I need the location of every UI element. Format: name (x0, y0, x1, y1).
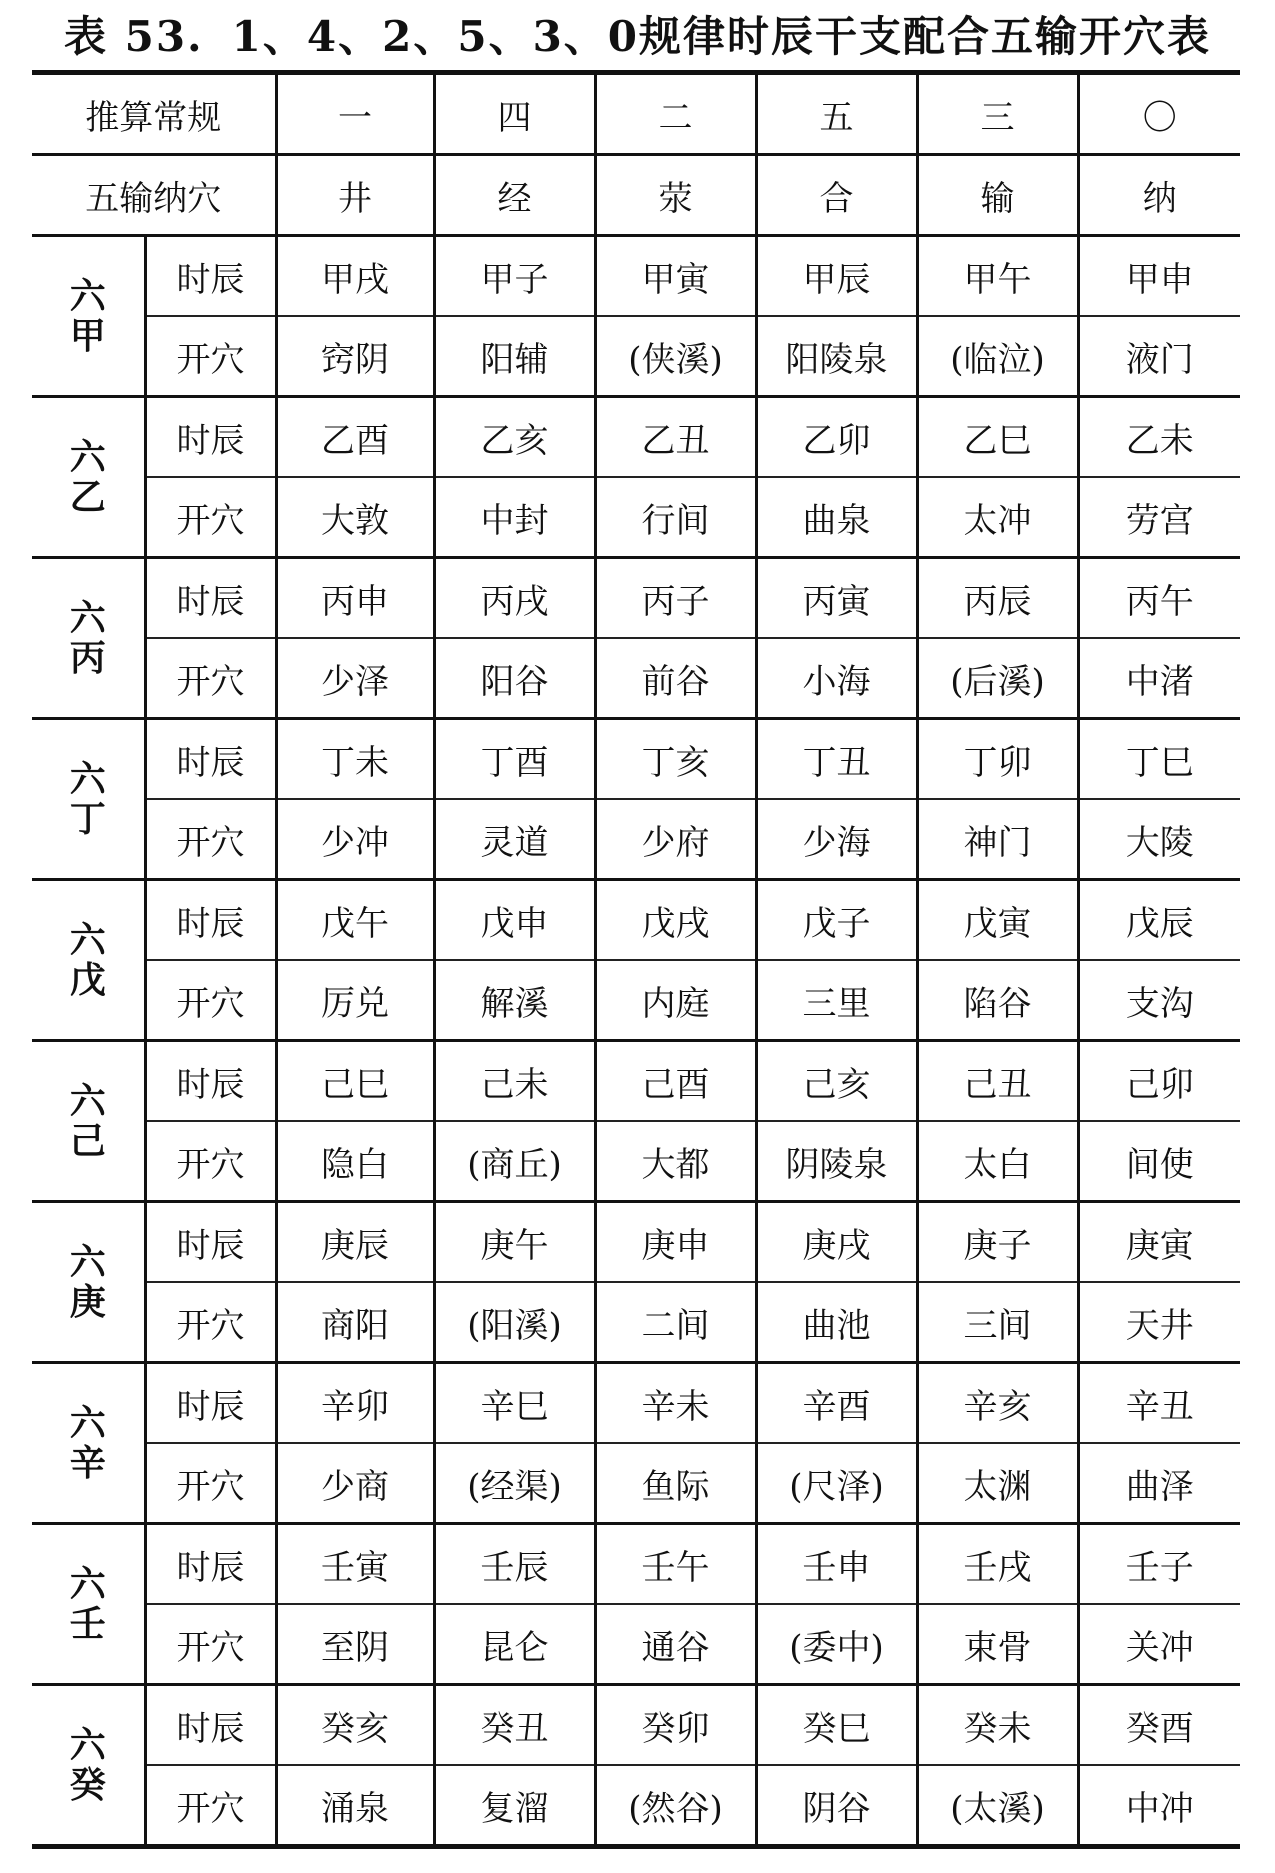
row-label-point: 开穴 (145, 960, 276, 1041)
time-cell: 乙未 (1078, 397, 1240, 478)
table-row-time (32, 1041, 1240, 1122)
time-cell: 丁巳 (1078, 719, 1240, 800)
time-cell: 庚午 (434, 1202, 595, 1283)
point-cell: 神门 (917, 799, 1078, 880)
point-cell: (太溪) (917, 1765, 1078, 1847)
header-cell: 输 (917, 155, 1078, 236)
point-cell: 大陵 (1078, 799, 1240, 880)
table-row-time (32, 1202, 1240, 1283)
group-label (32, 1363, 145, 1524)
point-cell: 小海 (756, 638, 917, 719)
time-cell: 丁卯 (917, 719, 1078, 800)
point-cell: 曲泉 (756, 477, 917, 558)
group-label (32, 1685, 145, 1847)
time-cell: 戊申 (434, 880, 595, 961)
table-number: 表 53. (63, 12, 204, 61)
point-cell: 曲泽 (1078, 1443, 1240, 1524)
point-cell: 太冲 (917, 477, 1078, 558)
acupoint-table (32, 70, 1240, 1849)
time-cell: 壬子 (1078, 1524, 1240, 1605)
point-cell: (委中) (756, 1604, 917, 1685)
point-cell: 少府 (595, 799, 756, 880)
row-label-time: 时辰 (145, 1363, 276, 1444)
time-cell: 乙亥 (434, 397, 595, 478)
time-cell: 丙子 (595, 558, 756, 639)
time-cell: 戊寅 (917, 880, 1078, 961)
time-cell: 乙巳 (917, 397, 1078, 478)
point-cell: 商阳 (276, 1282, 434, 1363)
point-cell: 束骨 (917, 1604, 1078, 1685)
row-label-time: 时辰 (145, 1202, 276, 1283)
row-label-time: 时辰 (145, 1041, 276, 1122)
time-cell: 丙戌 (434, 558, 595, 639)
table-title-text: 1、4、2、5、3、0规律时辰干支配合五输开穴表 (231, 12, 1212, 61)
point-cell: 液门 (1078, 316, 1240, 397)
time-cell: 庚辰 (276, 1202, 434, 1283)
time-cell: 己卯 (1078, 1041, 1240, 1122)
point-cell: 支沟 (1078, 960, 1240, 1041)
point-cell: (阳溪) (434, 1282, 595, 1363)
header-row-points (32, 155, 1240, 236)
point-cell: 阴陵泉 (756, 1121, 917, 1202)
point-cell: 大都 (595, 1121, 756, 1202)
table-row-point (32, 960, 1240, 1041)
time-cell: 丁丑 (756, 719, 917, 800)
time-cell: 庚子 (917, 1202, 1078, 1283)
point-cell: 阳陵泉 (756, 316, 917, 397)
time-cell: 甲辰 (756, 236, 917, 317)
table-row-point (32, 1765, 1240, 1847)
table-row-point (32, 1282, 1240, 1363)
time-cell: 乙酉 (276, 397, 434, 478)
point-cell: 少冲 (276, 799, 434, 880)
table-row-point (32, 638, 1240, 719)
header-cell: 井 (276, 155, 434, 236)
point-cell: 行间 (595, 477, 756, 558)
point-cell: 昆仑 (434, 1604, 595, 1685)
group-label (32, 397, 145, 558)
point-cell: (经渠) (434, 1443, 595, 1524)
time-cell: 戊戌 (595, 880, 756, 961)
row-label-point: 开穴 (145, 316, 276, 397)
group-label-text: 六己 (69, 1080, 106, 1162)
time-cell: 戊辰 (1078, 880, 1240, 961)
header-cell: 三 (917, 73, 1078, 155)
point-cell: 前谷 (595, 638, 756, 719)
header-cell: 五 (756, 73, 917, 155)
time-cell: 丙寅 (756, 558, 917, 639)
point-cell: (临泣) (917, 316, 1078, 397)
time-cell: 己未 (434, 1041, 595, 1122)
header-cell: 纳 (1078, 155, 1240, 236)
group-label-text: 六丁 (69, 758, 106, 840)
point-cell: 少海 (756, 799, 917, 880)
time-cell: 甲申 (1078, 236, 1240, 317)
point-cell: 太渊 (917, 1443, 1078, 1524)
group-label-text: 六辛 (69, 1402, 106, 1484)
time-cell: 辛丑 (1078, 1363, 1240, 1444)
row-label-point: 开穴 (145, 1282, 276, 1363)
time-cell: 己巳 (276, 1041, 434, 1122)
point-cell: 三里 (756, 960, 917, 1041)
group-label-text: 六乙 (69, 436, 106, 518)
header-cell: 一 (276, 73, 434, 155)
table-row-point (32, 1121, 1240, 1202)
point-cell: 阳谷 (434, 638, 595, 719)
time-cell: 庚申 (595, 1202, 756, 1283)
point-cell: 二间 (595, 1282, 756, 1363)
point-cell: (然谷) (595, 1765, 756, 1847)
header-cell: 荥 (595, 155, 756, 236)
time-cell: 壬寅 (276, 1524, 434, 1605)
time-cell: 壬申 (756, 1524, 917, 1605)
time-cell: 戊子 (756, 880, 917, 961)
time-cell: 甲子 (434, 236, 595, 317)
group-label-text: 六癸 (69, 1724, 106, 1806)
row-label-time: 时辰 (145, 719, 276, 800)
point-cell: (尺泽) (756, 1443, 917, 1524)
row-label-time: 时辰 (145, 880, 276, 961)
row-label-point: 开穴 (145, 477, 276, 558)
time-cell: 癸未 (917, 1685, 1078, 1766)
point-cell: 隐白 (276, 1121, 434, 1202)
time-cell: 辛巳 (434, 1363, 595, 1444)
header-label-calc: 推算常规 (32, 73, 276, 155)
table-row-time (32, 1363, 1240, 1444)
time-cell: 己丑 (917, 1041, 1078, 1122)
time-cell: 丁酉 (434, 719, 595, 800)
group-label (32, 558, 145, 719)
time-cell: 辛未 (595, 1363, 756, 1444)
point-cell: 间使 (1078, 1121, 1240, 1202)
point-cell: 阴谷 (756, 1765, 917, 1847)
table-row-point (32, 477, 1240, 558)
table-row-point (32, 799, 1240, 880)
table-row-time (32, 719, 1240, 800)
group-label (32, 719, 145, 880)
row-label-time: 时辰 (145, 397, 276, 478)
time-cell: 庚寅 (1078, 1202, 1240, 1283)
row-label-point: 开穴 (145, 1121, 276, 1202)
point-cell: 阳辅 (434, 316, 595, 397)
point-cell: (侠溪) (595, 316, 756, 397)
time-cell: 甲寅 (595, 236, 756, 317)
time-cell: 丁亥 (595, 719, 756, 800)
point-cell: 厉兑 (276, 960, 434, 1041)
point-cell: 中冲 (1078, 1765, 1240, 1847)
row-label-point: 开穴 (145, 638, 276, 719)
point-cell: 解溪 (434, 960, 595, 1041)
table-row-time (32, 1685, 1240, 1766)
point-cell: 天井 (1078, 1282, 1240, 1363)
point-cell: 中封 (434, 477, 595, 558)
table-row-time (32, 880, 1240, 961)
point-cell: 少泽 (276, 638, 434, 719)
table-row-time (32, 397, 1240, 478)
time-cell: 壬戌 (917, 1524, 1078, 1605)
page-title (0, 4, 1275, 64)
time-cell: 丙辰 (917, 558, 1078, 639)
time-cell: 壬午 (595, 1524, 756, 1605)
group-label-text: 六壬 (69, 1563, 106, 1645)
point-cell: 关冲 (1078, 1604, 1240, 1685)
time-cell: 己亥 (756, 1041, 917, 1122)
time-cell: 甲戌 (276, 236, 434, 317)
time-cell: 己酉 (595, 1041, 756, 1122)
point-cell: 鱼际 (595, 1443, 756, 1524)
header-cell: 〇 (1078, 73, 1240, 155)
point-cell: 中渚 (1078, 638, 1240, 719)
time-cell: 壬辰 (434, 1524, 595, 1605)
table-row-time (32, 1524, 1240, 1605)
point-cell: (商丘) (434, 1121, 595, 1202)
point-cell: 陷谷 (917, 960, 1078, 1041)
time-cell: 丙午 (1078, 558, 1240, 639)
time-cell: 丙申 (276, 558, 434, 639)
group-label (32, 880, 145, 1041)
point-cell: 大敦 (276, 477, 434, 558)
time-cell: 庚戌 (756, 1202, 917, 1283)
row-label-time: 时辰 (145, 558, 276, 639)
header-cell: 合 (756, 155, 917, 236)
header-cell: 四 (434, 73, 595, 155)
time-cell: 辛酉 (756, 1363, 917, 1444)
group-label (32, 1041, 145, 1202)
time-cell: 癸卯 (595, 1685, 756, 1766)
time-cell: 癸巳 (756, 1685, 917, 1766)
point-cell: 太白 (917, 1121, 1078, 1202)
row-label-point: 开穴 (145, 799, 276, 880)
time-cell: 戊午 (276, 880, 434, 961)
time-cell: 癸酉 (1078, 1685, 1240, 1766)
group-label-text: 六丙 (69, 597, 106, 679)
point-cell: 曲池 (756, 1282, 917, 1363)
point-cell: (后溪) (917, 638, 1078, 719)
point-cell: 窍阴 (276, 316, 434, 397)
point-cell: 劳宫 (1078, 477, 1240, 558)
time-cell: 癸亥 (276, 1685, 434, 1766)
time-cell: 甲午 (917, 236, 1078, 317)
header-cell: 二 (595, 73, 756, 155)
row-label-time: 时辰 (145, 1524, 276, 1605)
time-cell: 乙卯 (756, 397, 917, 478)
row-label-time: 时辰 (145, 236, 276, 317)
group-label (32, 1202, 145, 1363)
point-cell: 内庭 (595, 960, 756, 1041)
group-label-text: 六甲 (69, 275, 106, 357)
group-label-text: 六庚 (69, 1241, 106, 1323)
point-cell: 复溜 (434, 1765, 595, 1847)
point-cell: 涌泉 (276, 1765, 434, 1847)
table-row-point (32, 1604, 1240, 1685)
row-label-point: 开穴 (145, 1765, 276, 1847)
point-cell: 至阴 (276, 1604, 434, 1685)
row-label-point: 开穴 (145, 1604, 276, 1685)
time-cell: 乙丑 (595, 397, 756, 478)
header-cell: 经 (434, 155, 595, 236)
time-cell: 辛亥 (917, 1363, 1078, 1444)
row-label-time: 时辰 (145, 1685, 276, 1766)
header-row-calc (32, 73, 1240, 155)
time-cell: 癸丑 (434, 1685, 595, 1766)
group-label (32, 236, 145, 397)
time-cell: 辛卯 (276, 1363, 434, 1444)
point-cell: 通谷 (595, 1604, 756, 1685)
table-row-point (32, 316, 1240, 397)
group-label-text: 六戊 (69, 919, 106, 1001)
table-row-time (32, 558, 1240, 639)
group-label (32, 1524, 145, 1685)
header-label-points: 五输纳穴 (32, 155, 276, 236)
point-cell: 三间 (917, 1282, 1078, 1363)
point-cell: 少商 (276, 1443, 434, 1524)
table-row-time (32, 236, 1240, 317)
point-cell: 灵道 (434, 799, 595, 880)
table-row-point (32, 1443, 1240, 1524)
row-label-point: 开穴 (145, 1443, 276, 1524)
time-cell: 丁未 (276, 719, 434, 800)
